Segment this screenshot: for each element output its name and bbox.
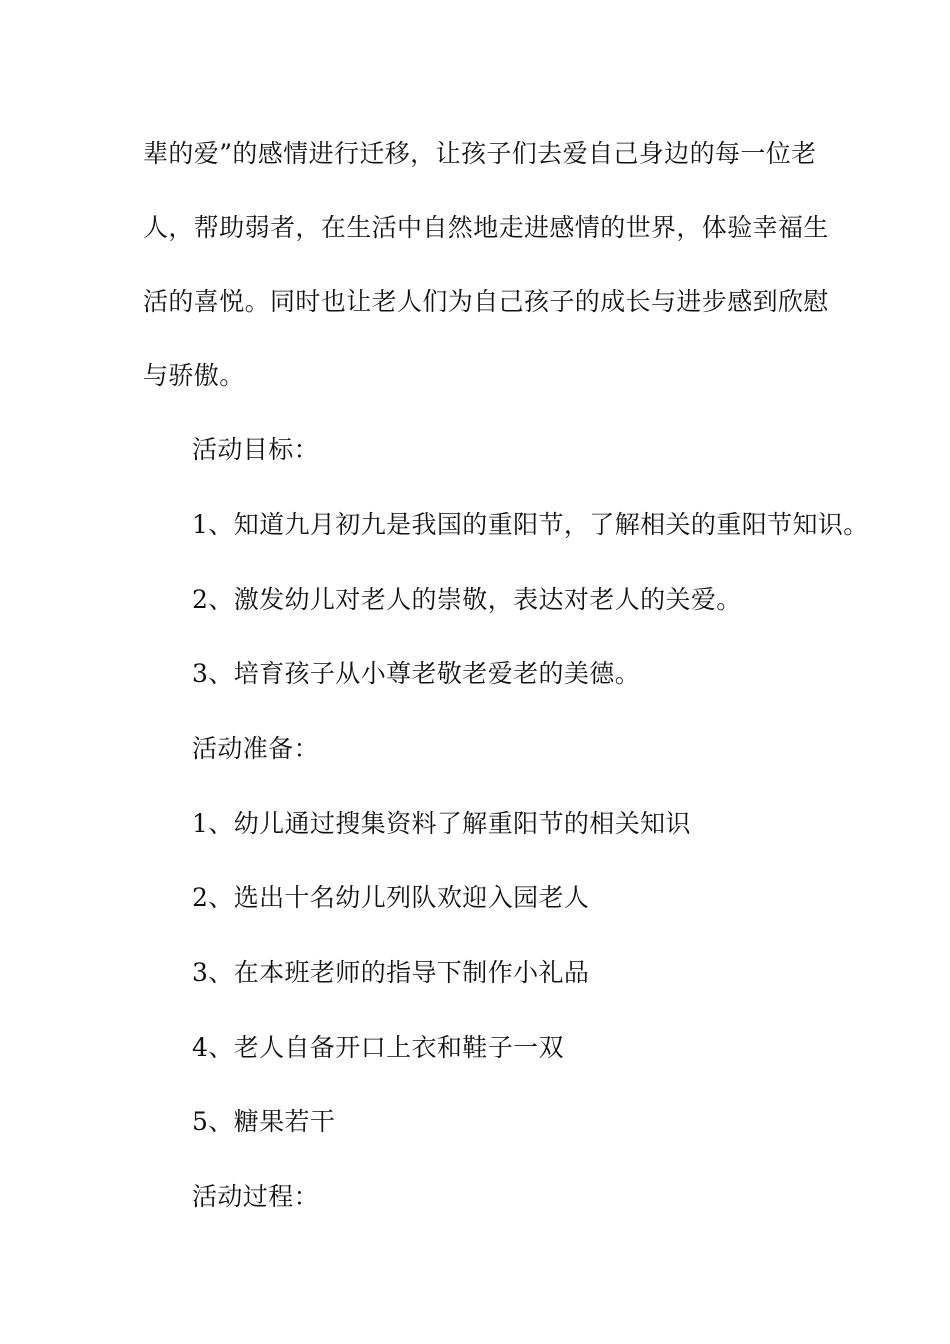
preparation-item: 4、老人自备开口上衣和鞋子一双 xyxy=(192,1033,564,1062)
preparation-item: 2、选出十名幼儿列队欢迎入园老人 xyxy=(192,883,590,912)
paragraph-line: 活的喜悦。同时也让老人们为自己孩子的成长与进步感到欣慰 xyxy=(143,287,829,316)
goal-item: 3、培育孩子从小尊老敬老爱老的美德。 xyxy=(192,659,641,688)
preparation-item: 5、糖果若干 xyxy=(192,1107,336,1136)
section-heading-goals: 活动目标： xyxy=(192,435,320,464)
preparation-item: 1、幼儿通过搜集资料了解重阳节的相关知识 xyxy=(192,809,691,838)
paragraph-line: 与骄傲。 xyxy=(143,361,245,390)
paragraph-line: 人，帮助弱者，在生活中自然地走进感情的世界，体验幸福生 xyxy=(143,213,829,242)
goal-item: 2、激发幼儿对老人的崇敬，表达对老人的关爱。 xyxy=(192,585,742,614)
section-heading-preparation: 活动准备： xyxy=(192,734,320,763)
section-heading-process: 活动过程： xyxy=(192,1182,320,1211)
paragraph-line: 辈的爱”的感情进行迁移，让孩子们去爱自己身边的每一位老 xyxy=(143,139,817,168)
goal-item: 1、知道九月初九是我国的重阳节，了解相关的重阳节知识。 xyxy=(192,510,869,539)
preparation-item: 3、在本班老师的指导下制作小礼品 xyxy=(192,958,590,987)
